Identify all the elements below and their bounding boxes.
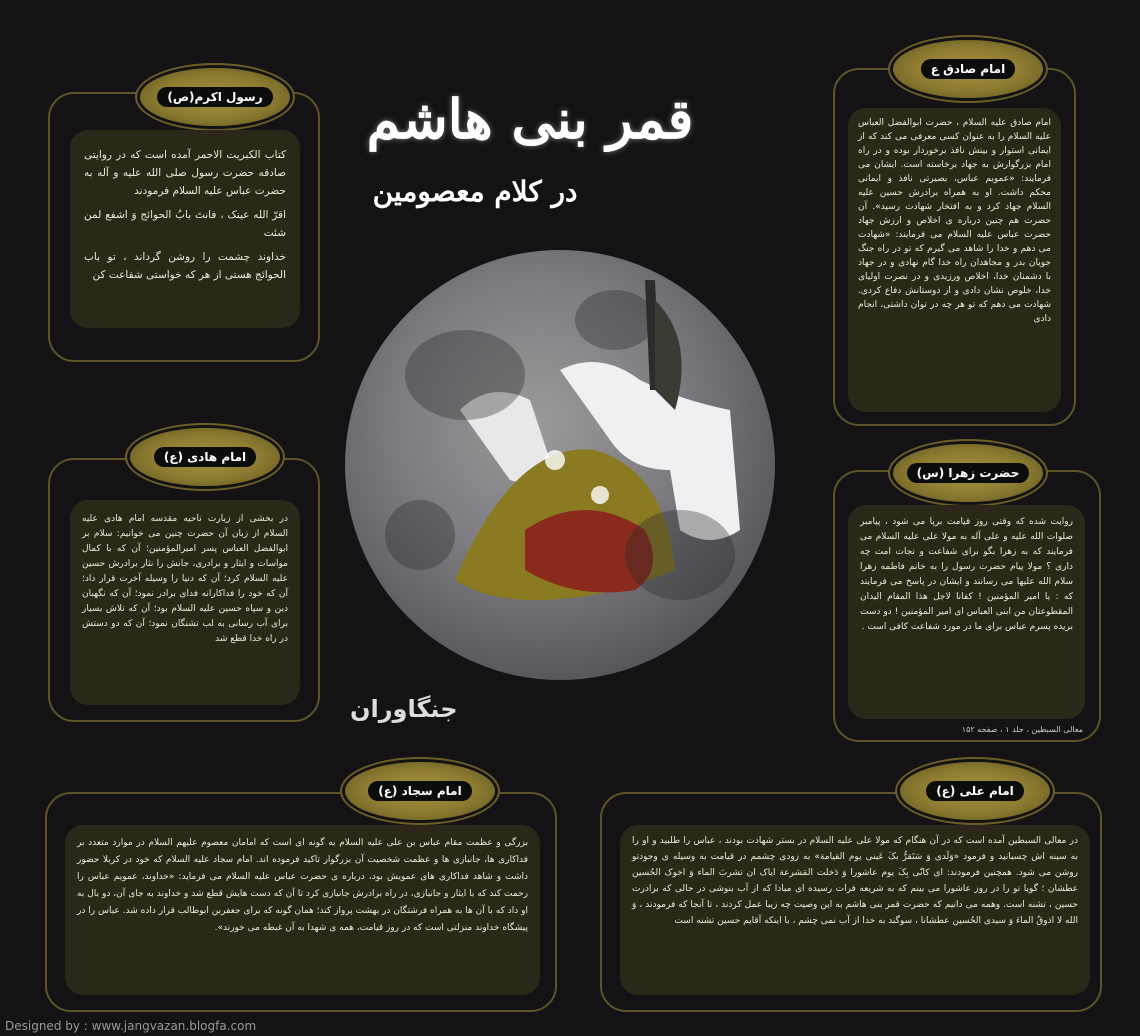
badge-ali: [900, 762, 1050, 820]
badge-sajjad: [345, 762, 495, 820]
moon-illustration: [345, 250, 775, 680]
quote-box-sadiq: [848, 108, 1061, 412]
badge-label: رسول اکرم(ص): [157, 87, 272, 107]
moon-crater: [625, 510, 735, 600]
moon-crater: [405, 330, 525, 420]
badge-zahra: [893, 444, 1043, 502]
quote-text: خداوند چشمت را روشن گرداند ، تو باب الحوائج هستی از هر که خواستی شفاعت کن: [84, 251, 286, 281]
quote-box-sajjad: [65, 825, 540, 995]
badge-rasool: [140, 68, 290, 126]
quote-box-rasool: [70, 130, 300, 328]
quote-text: بزرگی و عظمت مقام عباس بن علی علیه السلام به گونه ای است که امامان معصوم علیهم السلام در موارد متعدد بر فداکاری ها، جانبازی ها و عظمت شخصیت آن بزرگوار تاکید فرموده اند. امام سجاد علیه السلام که خود در کربلا حضور داشت و شاهد فداکاری های عمویش بود، درباره ی حضرت عباس علیه السلام می فرماید: «خداوند، عمویم عباس را رحمت کند که با ایثار و جانبازی، در راه برادرش جانبازی کرد تا آن که دست هایش قطع شد و خداوند به جای آن، دو بال به او داد که با آن ها به همراه فرشتگان در بهشت پرواز کند؛ همان گونه که برای جعفربن ابوطالب قرار داده شد. عباس را در پیشگاه خداوند منزلتی است که در روز قیامت، همه ی شهدا به آن غبطه می خورند».: [77, 838, 528, 933]
quote-text: روایت شده که وقتی روز قیامت برپا می شود ، پیامبر صلوات الله علیه و علی آله به مولا علی علیه السلام می فرمایند که به زهرا بگو برای شفاعت و نجات امت چه داری ؟ مولا پیام حضرت رسول را به خانم فاطمه زهرا سلام الله علیها می رسانند و ایشان در پاسخ می فرمایند که : یا امیر المؤمنین ! کفانا لاجل هذا المقام الیدان المقطوعتان من ابنی العباس ای امیر المؤمنین ! دو دست بریده پسرم عباس برای ما در مورد شفاعت کافی است .: [860, 517, 1073, 632]
badge-label: حضرت زهرا (س): [907, 463, 1030, 483]
quote-box-hadi: [70, 500, 300, 705]
poster-subtitle: در کلام معصومین: [372, 175, 578, 208]
quote-source: معالی السبطین ، جلد ۱ ، صفحه ۱۵۲: [961, 725, 1083, 734]
quote-text: کتاب الکبریت الاحمر آمده است که در روایتی صادقه حضرت رسول صلی الله علیه و آله به حضرت عباس علیه السلام فرمودند: [84, 149, 286, 197]
brand-logo: جنگاوران: [350, 695, 458, 723]
quote-box-zahra: [848, 505, 1085, 719]
quote-box-ali: [620, 825, 1090, 995]
horse-rider-illustration: [345, 250, 775, 680]
quote-text: در بخشی از زیارت ناحیه مقدسه امام هادی علیه السلام از زبان آن حضرت چنین می خوانیم: سلام بر ابوالفضل العباس پسر امیرالمؤمنین؛ آن که با کمال مواسات و ایثار و برادری، جانش را نثار برادرش حسین علیه السلام کرد؛ آن که دنیا را وسیله آخرت قرار داد؛ آن که خود را فداکارانه فدای برادر نمود؛ آن که نگهبان دین و سپاه حسین علیه السلام بود؛ آن که تلاش بسیار برای آب رسانی به لب تشنگان نمود؛ آن که دو دستش در راه خدا قطع شد: [82, 514, 288, 644]
badge-label: امام صادق ع: [921, 59, 1015, 79]
badge-label: امام سجاد (ع): [368, 781, 471, 801]
poster-title: قمر بنی هاشم: [366, 87, 694, 151]
moon-crater: [385, 500, 455, 570]
badge-label: امام هادی (ع): [154, 447, 256, 467]
quote-text: در معالی السبطین آمده است که در آن هنگام که مولا علی علیه السلام در بستر شهادت بودند ، عباس را طلبید و او را به سینه اش چسبانید و فرمود «وَلَدی وَ سَتَقرُّ بکَ عَینی یوم القیامة» به زودی چشمم در قیامت به وسیله ی وجودتو روشن می شود. همچنین فرمودند: ای کانّی بِکَ یوم عاشورا وَ دَخلت المَشرعة ایاک ان تشربَ الماء وَ اخوک الحُسین عطشان ؛ گویا تو را در روز عاشورا می بینم که به شریعه فرات رسیده ای مبادا که از آب بنوشی در حالی که برادرت حسین ، تشنه است. وهمه می دانیم که حضرت قمر بنی هاشم به این وصیت چه زیبا عمل کردند ، تا آنجا که فرمودند ، وَ الله لا اذوقُ الماءَ وَ سیدی الحُسین عطشانا ، سوگند به خدا از آب نمی چشم ، با اینکه آقایم حسین تشنه است: [632, 836, 1078, 926]
moon-crater: [575, 290, 655, 350]
badge-hadi: [130, 428, 280, 486]
quote-text: امام صادق علیه السلام ، حضرت ابوالفضل العباس علیه السلام را به عنوان کسی معرفی می کند که از ایمانی استوار و بینش نافذ برخوردار بوده و در راه امام بزرگوارش به جهاد برخاسته است. ایشان می فرمایند: «عمویم عباس، بصیرتی نافذ و ایمانی محکم داشت. او به همراه برادرش حسین علیه السلام جهاد کرد و به افتخار شهادت رسید». آن حضرت هم چنین درباره ی اخلاص و ارزش جهاد حضرت عباس علیه السلام می فرمایند: «شهادت می دهم و خدا را شاهد می گیرم که تو در راه جنگ جویان بدر و مجاهدان راه خدا گام نهادی و در جهاد با دشمنان خدا، اخلاص ورزیدی و در نصرت اولیای خدا، خلوص نشان دادی و از دوستانش دفاع کردی. شهادت می دهم که تو هر چه در توان داشتی، انجام دادی: [858, 118, 1051, 324]
quote-text: اقرّ الله عینک ، فانتَ بابُ الحوائج وَ اشفع لمن شئت: [84, 209, 286, 239]
designer-credit: Designed by : www.jangvazan.blogfa.com: [5, 1019, 257, 1033]
badge-label: امام علی (ع): [926, 781, 1024, 801]
badge-sadiq: [893, 40, 1043, 98]
